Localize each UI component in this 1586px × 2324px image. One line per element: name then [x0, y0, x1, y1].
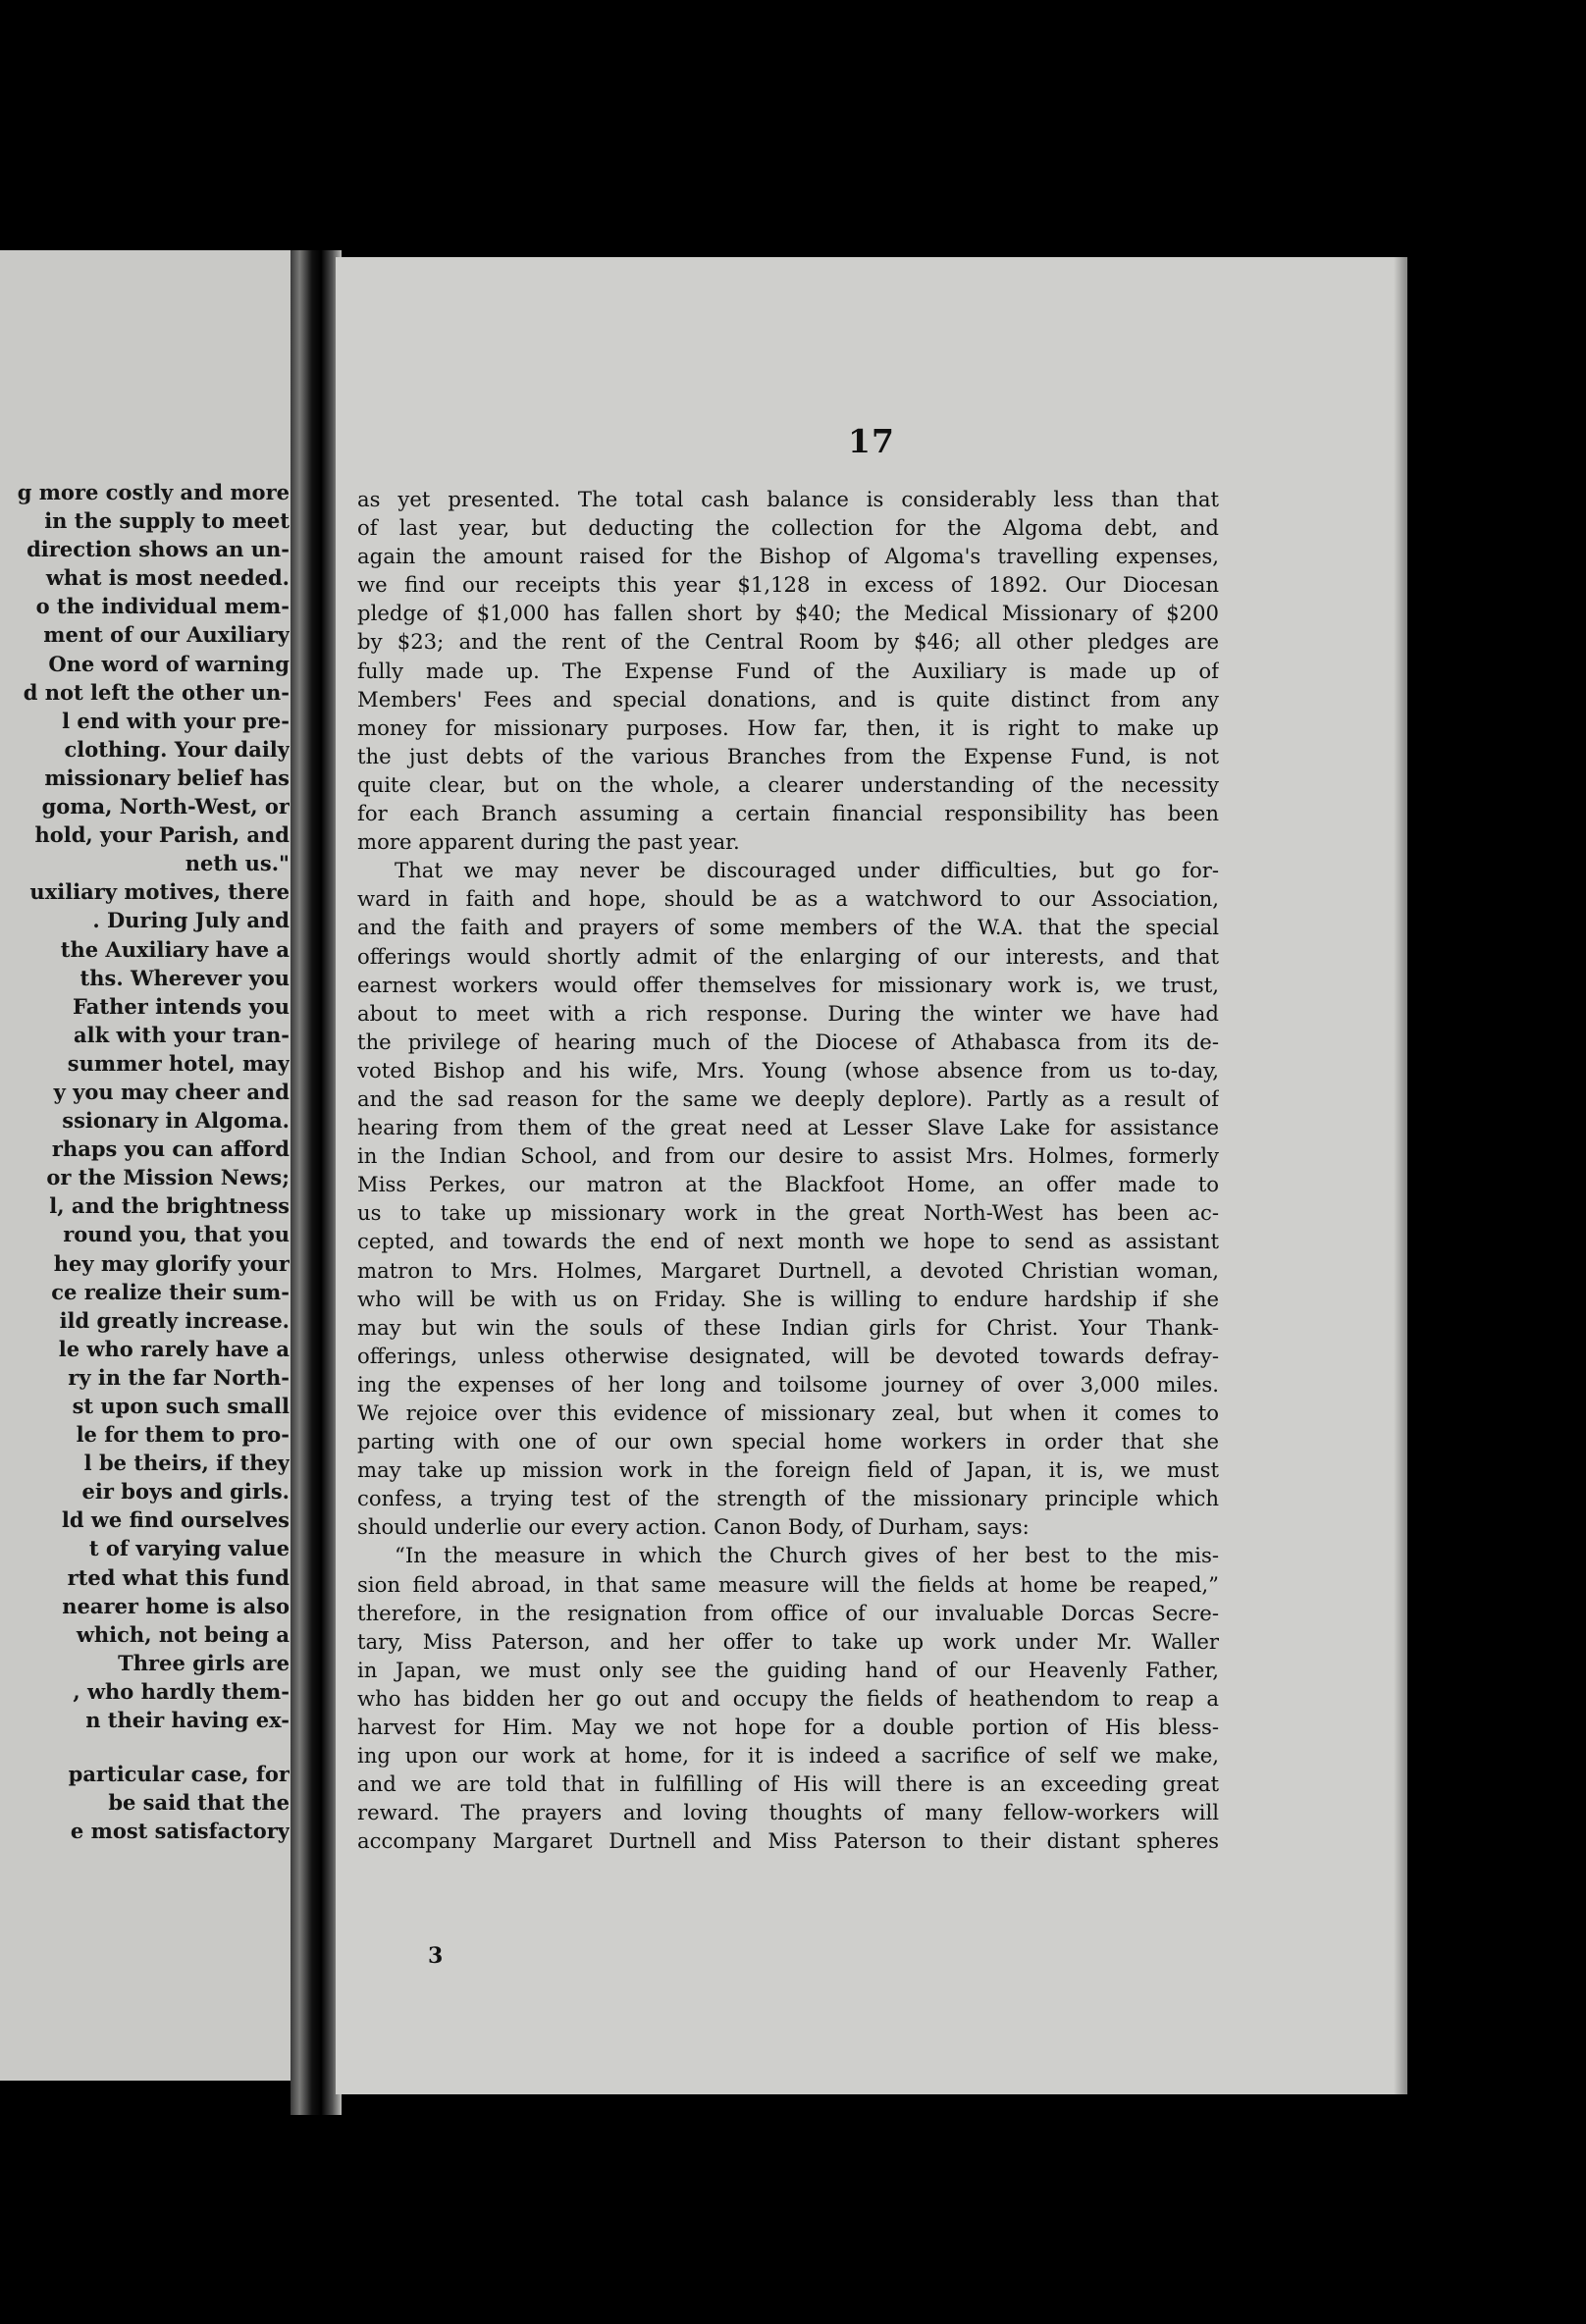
facing-page-line: le who rarely have a	[58, 1336, 290, 1361]
text-line: therefore, in the resignation from office of our invaluable Dorcas Secre-	[357, 1600, 1219, 1625]
facing-page-line: t of varying value	[88, 1536, 290, 1561]
text-line: fully made up. The Expense Fund of the Auxiliary is made up of	[357, 658, 1219, 683]
text-line: the privilege of hearing much of the Diocese of Athabasca from its de-	[357, 1029, 1219, 1054]
text-line: That we may never be discouraged under difficulties, but go for-	[395, 858, 1219, 883]
text-line: again the amount raised for the Bishop of Algoma's travelling expenses,	[357, 544, 1219, 569]
facing-page-line: be said that the	[108, 1790, 290, 1816]
facing-page-line: particular case, for	[68, 1762, 290, 1787]
facing-page-line: alk with your tran-	[74, 1022, 290, 1047]
facing-page-line: what is most needed.	[45, 565, 290, 591]
facing-page-line: ment of our Auxiliary	[43, 622, 290, 648]
text-line: the just debts of the various Branches from the Expense Fund, is not	[357, 743, 1219, 768]
facing-page-line: rted what this fund	[67, 1564, 290, 1590]
facing-page-line: in the supply to meet	[44, 508, 290, 534]
text-line: we find our receipts this year $1,128 in excess of 1892. Our Diocesan	[357, 572, 1219, 598]
facing-page-line: round you, that you	[63, 1222, 290, 1247]
facing-page-line: l be theirs, if they	[83, 1451, 290, 1476]
paragraph	[357, 1541, 1219, 1855]
text-line: harvest for Him. May we not hope for a double portion of His bless-	[357, 1715, 1219, 1740]
facing-page-line: the Auxiliary have a	[60, 936, 290, 962]
text-line: who will be with us on Friday. She is willing to endure hardship if she	[357, 1286, 1219, 1311]
facing-page-line: ry in the far North-	[68, 1364, 290, 1390]
signature-mark: 3	[428, 1943, 444, 1969]
facing-page-line: missionary belief has	[44, 765, 290, 790]
facing-page-line: . During July and	[92, 908, 290, 933]
facing-page-line: rhaps you can afford	[51, 1136, 290, 1162]
text-line: parting with one of our own special home workers in order that she	[357, 1429, 1219, 1454]
facing-page-line: One word of warning	[48, 651, 290, 676]
facing-page-line: goma, North-West, or	[41, 794, 290, 819]
facing-page-line: direction shows an un-	[26, 537, 290, 562]
facing-page-line: l, and the brightness	[49, 1193, 290, 1219]
facing-page-line: g more costly and more	[17, 480, 290, 504]
text-line: more apparent during the past year.	[357, 829, 740, 855]
text-line: in Japan, we must only see the guiding hand of our Heavenly Father,	[357, 1657, 1219, 1682]
facing-page-line: Three girls are	[118, 1650, 290, 1675]
facing-page-line: ce realize their sum-	[51, 1279, 290, 1304]
facing-page-line: ths. Wherever you	[79, 965, 290, 990]
text-line: as yet presented. The total cash balance is considerably less than that	[357, 487, 1219, 511]
text-line: and the faith and prayers of some members of the W.A. that the special	[357, 915, 1219, 940]
text-line: and we are told that in fulfilling of His will there is an exceeding great	[357, 1771, 1219, 1797]
text-line: earnest workers would offer themselves for missionary work is, we trust,	[357, 972, 1219, 997]
facing-page-text	[0, 478, 290, 1845]
facing-page-line: le for them to pro-	[76, 1422, 290, 1448]
text-line: We rejoice over this evidence of missionary zeal, but when it comes to	[357, 1400, 1219, 1425]
text-line: offerings would shortly admit of the enlarging of our interests, and that	[357, 943, 1219, 969]
text-line: money for missionary purposes. How far, then, it is right to make up	[357, 714, 1219, 740]
facing-page-line: Father intends you	[73, 993, 290, 1019]
facing-page-line: hold, your Parish, and	[34, 822, 290, 848]
facing-page-line: ssionary in Algoma.	[62, 1108, 290, 1134]
facing-page-line: , who hardly them-	[73, 1678, 290, 1704]
facing-page-line: st upon such small	[72, 1394, 290, 1418]
facing-page-line	[0, 1734, 290, 1760]
text-line: may but win the souls of these Indian girls for Christ. Your Thank-	[357, 1314, 1219, 1340]
text-line: and the sad reason for the same we deeply deplore). Partly as a result of	[357, 1085, 1219, 1111]
text-line: “In the measure in which the Church gives of her best to the mis-	[395, 1543, 1219, 1568]
text-line: should underlie our every action. Canon Body, of Durham, says:	[357, 1514, 1030, 1540]
facing-page-line: d not left the other un-	[23, 679, 290, 705]
facing-page-line: uxiliary motives, there	[29, 879, 290, 905]
page-17	[336, 257, 1407, 2094]
text-line: for each Branch assuming a certain financial responsibility has been	[357, 801, 1219, 826]
text-line: sion field abroad, in that same measure will the fields at home be reaped,”	[357, 1571, 1219, 1597]
text-line: accompany Margaret Durtnell and Miss Paterson to their distant spheres	[357, 1828, 1219, 1854]
facing-page-line: nearer home is also	[62, 1593, 290, 1618]
text-line: confess, a trying test of the strength of the missionary principle which	[357, 1486, 1219, 1511]
facing-page-line: hey may glorify your	[53, 1250, 290, 1276]
text-line: tary, Miss Paterson, and her offer to take up work under Mr. Waller	[357, 1628, 1219, 1654]
text-line: hearing from them of the great need at Lesser Slave Lake for assistance	[357, 1115, 1219, 1140]
facing-page-line: clothing. Your daily	[64, 736, 290, 762]
facing-page-line: ild greatly increase.	[59, 1307, 290, 1333]
text-line: by $23; and the rent of the Central Room by $46; all other pledges are	[357, 629, 1219, 655]
text-line: ing upon our work at home, for it is indeed a sacrifice of self we make,	[357, 1743, 1219, 1769]
text-line: ward in faith and hope, should be as a watchword to our Association,	[357, 886, 1219, 912]
facing-page-line: neth us."	[185, 851, 290, 876]
text-line: Miss Perkes, our matron at the Blackfoot Home, an offer made to	[357, 1172, 1219, 1197]
facing-page-line: o the individual mem-	[35, 594, 290, 619]
text-line: offerings, unless otherwise designated, will be devoted towards defray-	[357, 1343, 1219, 1368]
paragraph	[357, 485, 1219, 856]
text-line: voted Bishop and his wife, Mrs. Young (whose absence from us to-day,	[357, 1057, 1219, 1083]
facing-page-line: summer hotel, may	[67, 1050, 290, 1076]
facing-page-line: which, not being a	[76, 1621, 290, 1647]
facing-page-line: y you may cheer and	[53, 1079, 290, 1104]
text-line: in the Indian School, and from our desire to assist Mrs. Holmes, formerly	[357, 1143, 1219, 1169]
facing-page-line: or the Mission News;	[46, 1165, 290, 1190]
text-line: pledge of $1,000 has fallen short by $40; the Medical Missionary of $200	[357, 601, 1219, 626]
text-line: about to meet with a rich response. During the winter we have had	[357, 1000, 1219, 1026]
facing-page-line: eir boys and girls.	[81, 1479, 290, 1505]
page-body-text	[357, 485, 1219, 1856]
paragraph	[357, 856, 1219, 1541]
text-line: may take up mission work in the foreign field of Japan, it is, we must	[357, 1457, 1219, 1483]
text-line: cepted, and towards the end of next month we hope to send as assistant	[357, 1229, 1219, 1254]
text-line: ing the expenses of her long and toilsome journey of over 3,000 miles.	[357, 1371, 1219, 1397]
facing-page-line: ld we find ourselves	[61, 1507, 290, 1533]
text-line: quite clear, but on the whole, a clearer understanding of the necessity	[357, 771, 1219, 797]
facing-page-line: e most satisfactory	[70, 1819, 290, 1844]
facing-page-line: n their having ex-	[85, 1708, 290, 1733]
facing-page-left	[0, 250, 299, 2081]
page-number: 17	[848, 422, 895, 460]
text-line: of last year, but deducting the collection for the Algoma debt, and	[357, 515, 1219, 541]
text-line: reward. The prayers and loving thoughts of many fellow-workers will	[357, 1800, 1219, 1825]
text-line: us to take up missionary work in the great North-West has been ac-	[357, 1200, 1219, 1226]
facing-page-line: l end with your pre-	[62, 708, 290, 733]
text-line: matron to Mrs. Holmes, Margaret Durtnell, a devoted Christian woman,	[357, 1257, 1219, 1283]
text-line: who has bidden her go out and occupy the fields of heathendom to reap a	[357, 1685, 1219, 1711]
text-line: Members' Fees and special donations, and is quite distinct from any	[357, 686, 1219, 712]
book-gutter	[291, 250, 342, 2115]
